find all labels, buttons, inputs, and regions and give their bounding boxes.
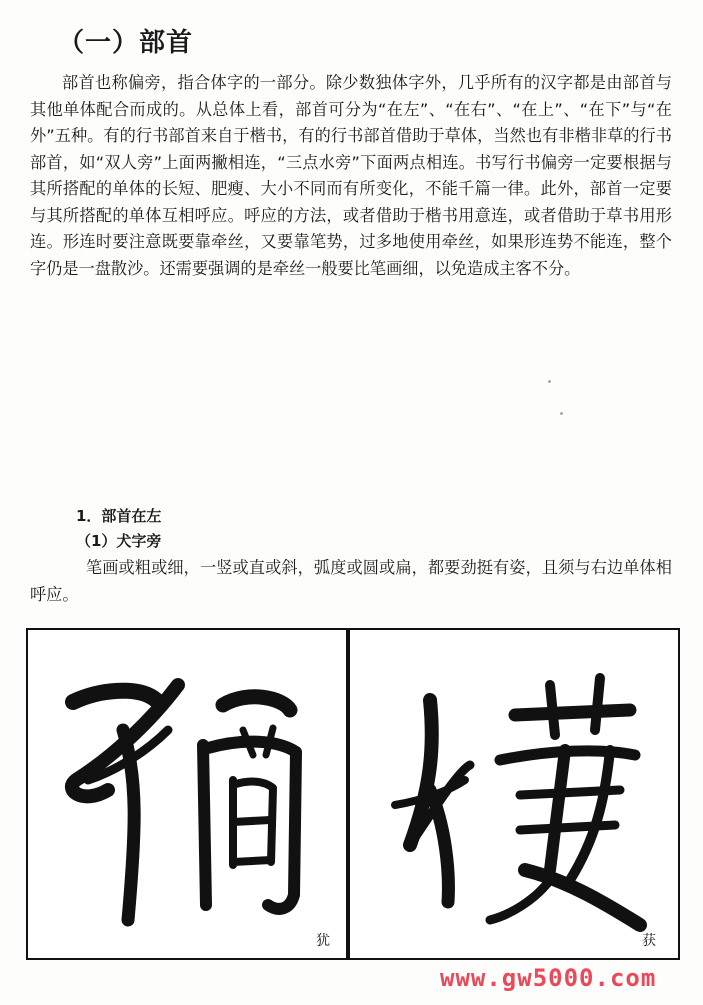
- calligraphy-plate-huo: [348, 628, 680, 960]
- subsection-title: （1）犬字旁: [76, 532, 162, 550]
- intro-paragraph: 部首也称偏旁，指合体字的一部分。除少数独体字外，几乎所有的汉字都是由部首与其他单体配合而成的。从总体上看，部首可分为“在左”、“在右”、“在上”、“在下”与“在外”五种。有的行书部首来自于楷书，有的行书部首借助于草体，当然也有非楷非草的行书部首，如“双人旁”上面两撇相连，“三点水旁”下面两点相连。书写行书偏旁一定要根据与其所搭配的单体的长短、肥瘦、大小不同而有所变化，不能千篇一律。此外，部首一定要与其所搭配的单体互相呼应。呼应的方法，或者借助于楷书用意连，或者借助于草书用形连。形连时要注意既要靠牵丝，又要靠笔势，过多地使用牵丝，如果形连势不能连，整个字仍是一盘散沙。还需要强调的是牵丝一般要比笔画细，以免造成主客不分。: [30, 73, 672, 278]
- plate-caption: 犹: [316, 933, 330, 949]
- scan-speck: [560, 412, 563, 415]
- calligraphy-glyph-huo: [350, 630, 678, 958]
- site-watermark: www.gw5000.com: [440, 964, 657, 992]
- section-title: 1．部首在左: [76, 507, 162, 525]
- plate-caption: 获: [642, 933, 656, 949]
- scan-speck: [548, 380, 551, 383]
- section-heading: （一）部首: [58, 28, 194, 58]
- description-paragraph: 笔画或粗或细，一竖或直或斜，弧度或圆或扁，都要劲挺有姿，且须与右边单体相呼应。: [30, 558, 672, 604]
- calligraphy-glyph-you: [28, 630, 346, 958]
- calligraphy-plate-you: [26, 628, 348, 960]
